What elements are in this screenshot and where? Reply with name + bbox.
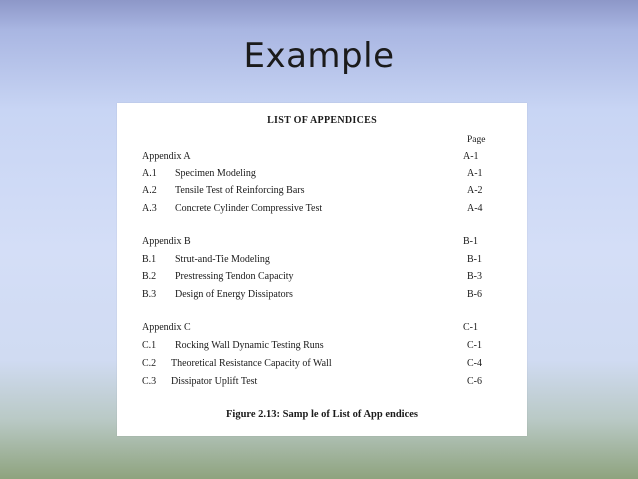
appendix-item-row [117, 358, 527, 372]
page-column-header: Page [467, 135, 486, 145]
item-number: A.1 [142, 168, 157, 179]
item-page: B-1 [467, 254, 482, 265]
item-number: C.1 [142, 340, 157, 351]
item-page: C-1 [467, 340, 482, 351]
item-title: Dissipator Uplift Test [171, 376, 258, 387]
item-number: C.3 [142, 376, 157, 387]
appendix-item-row [117, 376, 527, 390]
item-page: A-1 [467, 168, 483, 179]
item-page: C-4 [467, 358, 482, 369]
item-number: C.2 [142, 358, 157, 369]
item-title: Design of Energy Dissipators [175, 289, 293, 300]
document-heading: LIST OF APPENDICES [267, 115, 377, 126]
slide-title: Example [243, 36, 395, 76]
item-title: Prestressing Tendon Capacity [175, 271, 294, 282]
item-page: B-3 [467, 271, 482, 282]
document-image [117, 103, 527, 436]
item-title: Concrete Cylinder Compressive Test [175, 203, 323, 214]
item-title: Specimen Modeling [175, 168, 256, 179]
appendix-page: C-1 [463, 322, 478, 333]
appendix-item-row [117, 289, 527, 303]
appendix-label: Appendix B [142, 236, 191, 247]
appendix-item-row [117, 271, 527, 285]
item-page: C-6 [467, 376, 482, 387]
item-title: Rocking Wall Dynamic Testing Runs [175, 340, 324, 351]
appendix-page: B-1 [463, 236, 478, 247]
item-title: Theoretical Resistance Capacity of Wall [171, 358, 332, 369]
item-title: Tensile Test of Reinforcing Bars [175, 185, 305, 196]
appendix-group-row [117, 322, 527, 336]
appendix-item-row [117, 254, 527, 268]
item-page: B-6 [467, 289, 482, 300]
appendix-label: Appendix A [142, 151, 191, 162]
appendix-page: A-1 [463, 151, 479, 162]
appendix-item-row [117, 203, 527, 217]
item-number: A.2 [142, 185, 157, 196]
item-number: A.3 [142, 203, 157, 214]
appendix-group-row [117, 151, 527, 165]
appendix-group-row [117, 236, 527, 250]
figure-caption: Figure 2.13: Samp le of List of App endices [225, 409, 419, 420]
item-page: A-2 [467, 185, 483, 196]
item-number: B.2 [142, 271, 157, 282]
appendix-label: Appendix C [142, 322, 191, 333]
item-page: A-4 [467, 203, 483, 214]
appendix-item-row [117, 168, 527, 182]
item-number: B.1 [142, 254, 157, 265]
item-number: B.3 [142, 289, 157, 300]
appendix-item-row [117, 340, 527, 354]
item-title: Strut-and-Tie Modeling [175, 254, 270, 265]
appendix-item-row [117, 185, 527, 199]
